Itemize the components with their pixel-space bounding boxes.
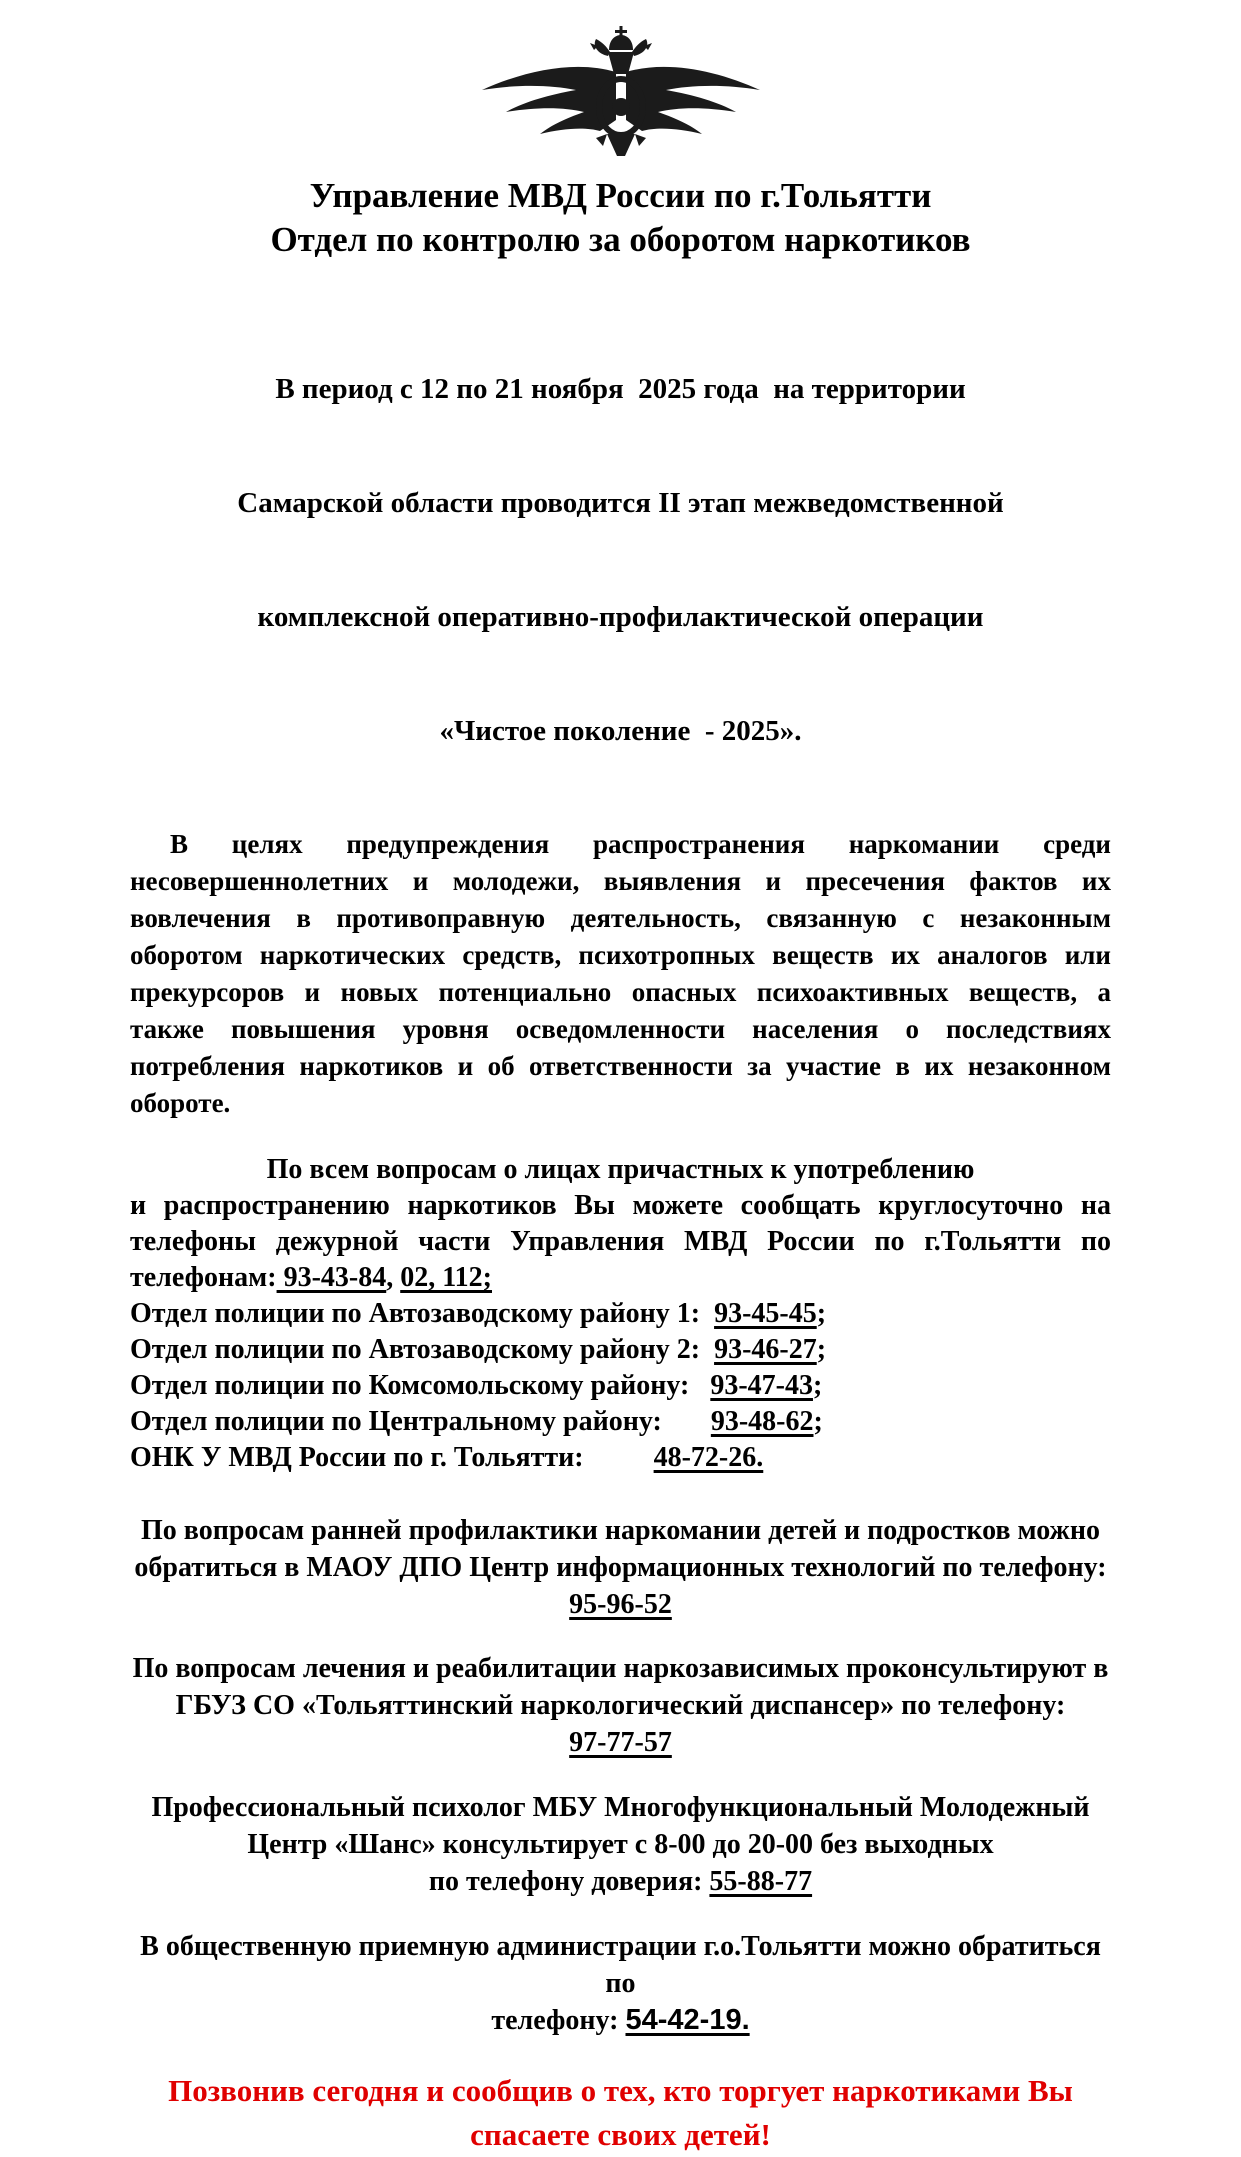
section-line: По вопросам ранней профилактики наркомании детей и подростков можно xyxy=(141,1515,1100,1546)
warning-line: спасаете своих детей! xyxy=(470,2117,771,2152)
police-department-row xyxy=(130,1296,1111,1332)
department-label: Отдел полиции по Автозаводскому району 2: xyxy=(130,1334,715,1365)
document-page xyxy=(0,22,1241,2152)
paragraph-line: прекурсоров и новых потенциально опасных психоактивных веществ, а xyxy=(130,977,1111,1007)
section-line: В общественную приемную администрации г.о.Тольятти можно обратиться по xyxy=(140,1931,1101,1999)
section-line: По вопросам лечения и реабилитации наркозависимых проконсультируют в xyxy=(132,1653,1109,1684)
paragraph-line: В целях предупреждения распространения наркомании среди xyxy=(170,829,1111,859)
emblem-container xyxy=(0,22,1241,164)
paragraph-line: потребления наркотиков и об ответственности за участие в их незаконном xyxy=(130,1051,1111,1081)
phone-number: 93-48-62 xyxy=(710,1406,814,1437)
phone-prefix: по телефону доверия: xyxy=(428,1866,710,1897)
prevention-section xyxy=(130,1512,1111,1623)
administration-section xyxy=(130,1928,1111,2039)
psychologist-section xyxy=(130,1789,1111,1900)
paragraph-line: вовлечения в противоправную деятельность, связанную с незаконным xyxy=(130,903,1111,933)
paragraph-line: несовершеннолетних и молодежи, выявления и пресечения фактов их xyxy=(130,866,1111,896)
phone-number: 93-47-43 xyxy=(710,1370,813,1401)
warning-message xyxy=(130,2069,1111,2157)
title-line-1: Управление МВД России по г.Тольятти xyxy=(309,176,932,215)
document-body xyxy=(0,174,1241,2157)
department-label: Отдел полиции по Комсомольскому району: xyxy=(130,1370,711,1401)
intro-line: комплексной оперативно-профилактической операции xyxy=(257,601,984,633)
phone-prefix: телефону: xyxy=(491,2005,626,2036)
phone-number: 48-72-26. xyxy=(653,1442,764,1473)
mvd-double-headed-eagle-icon xyxy=(476,22,766,162)
police-department-row xyxy=(130,1404,1111,1440)
paragraph-line: также повышения уровня осведомленности населения о последствиях xyxy=(130,1014,1111,1044)
paragraph-line: и распространению наркотиков Вы можете сообщать круглосуточно на xyxy=(130,1190,1111,1221)
phone-number: 93-43-84 xyxy=(276,1262,387,1293)
phone-number: 93-45-45 xyxy=(714,1298,817,1329)
operation-intro xyxy=(130,294,1111,826)
paragraph-line: обороте. xyxy=(130,1088,231,1118)
section-line: Профессиональный психолог МБУ Многофункциональный Молодежный xyxy=(151,1792,1090,1823)
phone-number: 95-96-52 xyxy=(569,1589,672,1620)
section-line: Центр «Шанс» консультирует с 8-00 до 20-00 без выходных xyxy=(247,1829,994,1860)
police-department-row xyxy=(130,1368,1111,1404)
suffix: ; xyxy=(812,1370,823,1401)
report-paragraph xyxy=(130,1152,1111,1296)
phone-number: 55-88-77 xyxy=(709,1866,813,1897)
suffix: ; xyxy=(816,1334,827,1365)
title-line-2: Отдел по контролю за оборотом наркотиков xyxy=(270,220,971,259)
paragraph-line: По всем вопросам о лицах причастных к употреблению xyxy=(266,1154,975,1185)
goals-paragraph xyxy=(130,826,1111,1122)
phones-separator: , xyxy=(386,1262,401,1293)
page-title xyxy=(130,174,1111,262)
section-line: обратиться в МАОУ ДПО Центр информационных технологий по телефону: xyxy=(134,1552,1107,1583)
phones-prefix: телефонам: xyxy=(130,1262,277,1293)
suffix: ; xyxy=(816,1298,827,1329)
treatment-section xyxy=(130,1650,1111,1761)
warning-line: Позвонив сегодня и сообщив о тех, кто торгует наркотиками Вы xyxy=(168,2073,1073,2108)
department-label: Отдел полиции по Центральному району: xyxy=(130,1406,711,1437)
police-departments-list xyxy=(130,1296,1111,1440)
section-line: ГБУЗ СО «Тольяттинский наркологический диспансер» по телефону: xyxy=(175,1690,1066,1721)
onk-row xyxy=(130,1440,1111,1476)
phone-number: 54-42-19. xyxy=(625,2004,750,2036)
duty-phones-line xyxy=(130,1260,1111,1296)
phone-number: 97-77-57 xyxy=(569,1727,672,1758)
onk-label: ОНК У МВД России по г. Тольятти: xyxy=(130,1442,654,1473)
intro-line: В период с 12 по 21 ноября 2025 года на территории xyxy=(275,373,966,405)
department-label: Отдел полиции по Автозаводскому району 1: xyxy=(130,1298,715,1329)
suffix: ; xyxy=(813,1406,823,1437)
phone-number: 93-46-27 xyxy=(714,1334,817,1365)
intro-line: «Чистое поколение - 2025». xyxy=(439,715,802,747)
police-department-row xyxy=(130,1332,1111,1368)
intro-line: Самарской области проводится II этап межведомственной xyxy=(237,487,1004,519)
phone-number: 02, 112; xyxy=(400,1262,492,1293)
paragraph-line: оборотом наркотических средств, психотропных веществ их аналогов или xyxy=(130,940,1111,970)
paragraph-line: телефоны дежурной части Управления МВД России по г.Тольятти по xyxy=(130,1226,1111,1257)
